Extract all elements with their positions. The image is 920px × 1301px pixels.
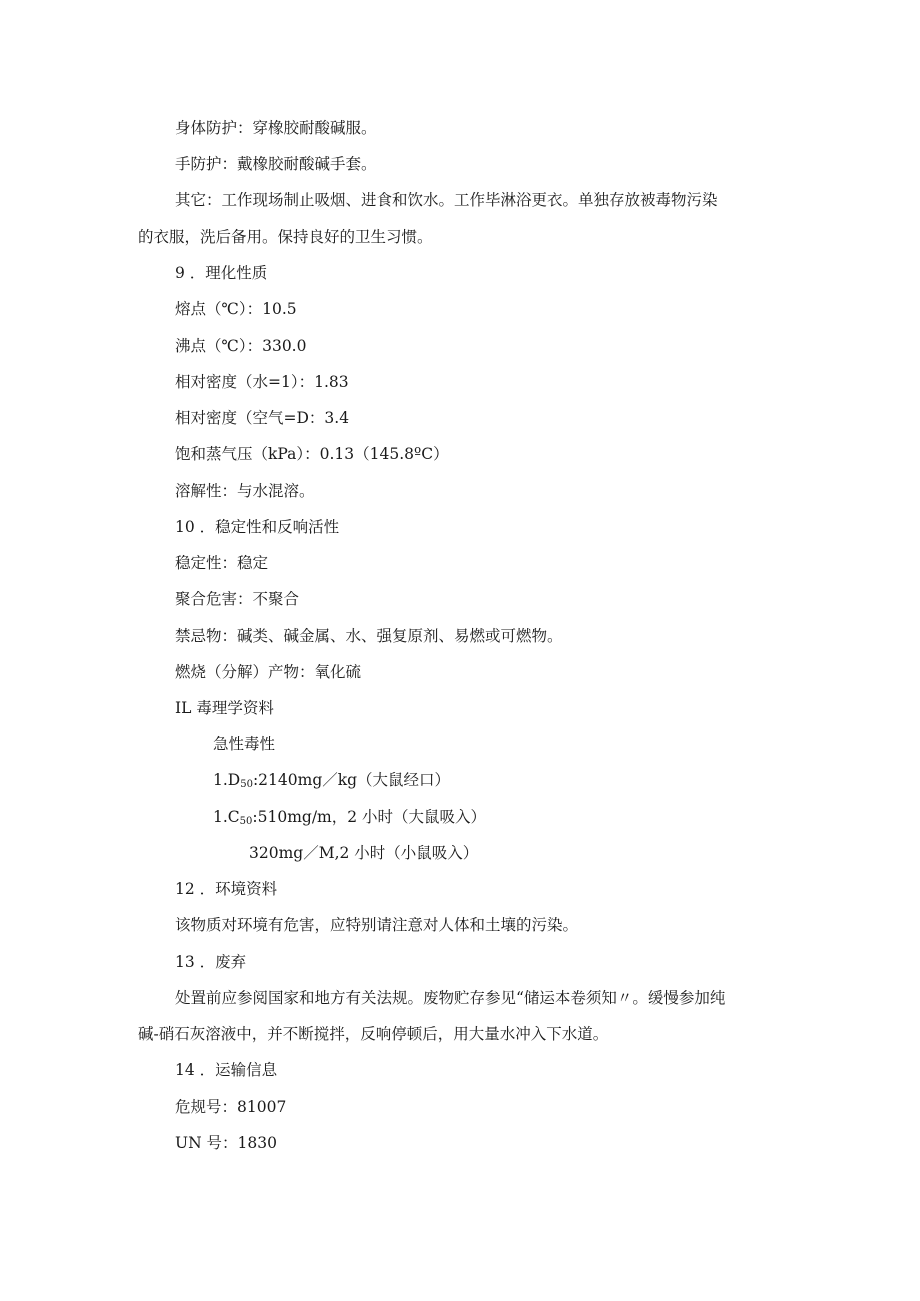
section-9-heading: 9 ．理化性质 bbox=[175, 264, 268, 282]
other-protection: 其它：工作现场制止吸烟、进食和饮水。工作毕淋浴更衣。单独存放被毒物污染 bbox=[175, 191, 718, 209]
un-number: UN 号：1830 bbox=[175, 1134, 277, 1152]
boiling-point: 沸点（℃）：330.0 bbox=[175, 337, 307, 355]
solubility: 溶解性：与水混溶。 bbox=[175, 482, 315, 500]
lc50-rat: $1.C_{50}:510mg/m$，2 小时（大鼠吸入） bbox=[213, 808, 487, 827]
lc50-mouse: 320mg／M,2 小时（小鼠吸入） bbox=[249, 844, 479, 862]
stability: 稳定性：稳定 bbox=[175, 554, 269, 572]
section-12-heading: 12 ．环境资料 bbox=[175, 880, 278, 898]
relative-density-water: 相对密度（水=1）：1.83 bbox=[175, 373, 349, 391]
section-14-heading: 14 ．运输信息 bbox=[175, 1061, 278, 1079]
environmental-info: 该物质对环境有危害，应特别请注意对人体和土壤的污染。 bbox=[175, 916, 579, 934]
section-11-heading: IL 毒理学资料 bbox=[175, 699, 274, 717]
body-protection: 身体防护：穿橡胶耐酸碱服。 bbox=[175, 119, 377, 137]
section-10-heading: 10 ．稳定性和反响活性 bbox=[175, 518, 340, 536]
vapor-pressure: 饱和蒸气压（kPa）：0.13（145.8ºC） bbox=[175, 445, 449, 463]
relative-density-air: 相对密度（空气=D：3.4 bbox=[175, 409, 350, 427]
combustion-products: 燃烧（分解）产物：氧化硫 bbox=[175, 663, 362, 681]
dangerous-goods-number: 危规号：81007 bbox=[175, 1098, 287, 1116]
ld50: $1.D_{50}:2140mg/kg$（大鼠经口） bbox=[213, 771, 451, 790]
section-13-heading: 13 ．废弃 bbox=[175, 953, 247, 971]
disposal-text: 处置前应参阅国家和地方有关法规。废物贮存参见“储运本卷须知〃。缓慢参加纯 bbox=[175, 989, 726, 1007]
incompatible-materials: 禁忌物：碱类、碱金属、水、强复原剂、易燃或可燃物。 bbox=[175, 627, 563, 645]
disposal-text-cont: 碱-硝石灰溶液中，并不断搅拌，反响停顿后，用大量水冲入下水道。 bbox=[138, 1025, 609, 1043]
acute-toxicity: 急性毒性 bbox=[213, 735, 276, 753]
other-protection-cont: 的衣服，洗后备用。保持良好的卫生习惯。 bbox=[138, 228, 433, 246]
melting-point: 熔点（℃）：10.5 bbox=[175, 300, 297, 318]
hand-protection: 手防护：戴橡胶耐酸碱手套。 bbox=[175, 155, 377, 173]
polymerization-hazard: 聚合危害：不聚合 bbox=[175, 590, 300, 608]
